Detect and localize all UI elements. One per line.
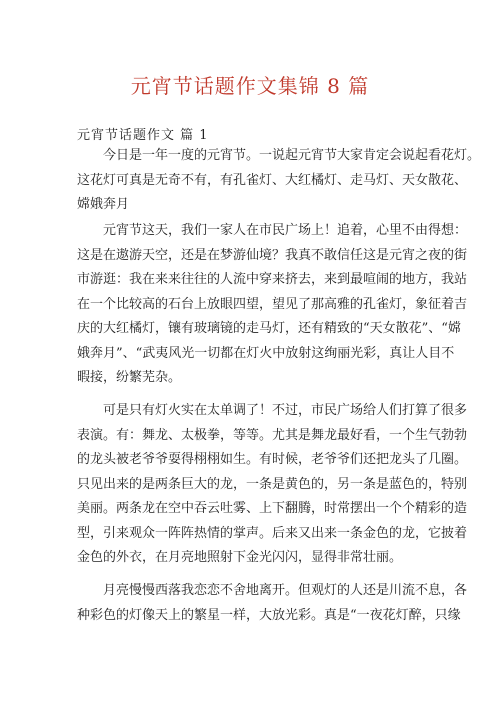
text-line: 暇接，纷繁芜杂。 bbox=[77, 370, 182, 385]
text-line: 庆的大红橘灯，镶有玻璃镜的走马灯，还有精致的“天女散花”、“嫦 bbox=[77, 321, 461, 336]
text-line: 今日是一年一度的元宵节。一说起元宵节大家肯定会说起看花灯。 bbox=[77, 148, 481, 163]
paragraph-3 bbox=[77, 399, 468, 571]
text-line: 只见出来的是两条巨大的龙，一条是黄色的，另一条是蓝色的，特别 bbox=[77, 476, 468, 492]
section-subtitle: 元宵节话题作文 篇 1 bbox=[77, 128, 209, 143]
text-line: 这是在遨游天空，还是在梦游仙境？我真不敢信任这是元宵之夜的街 bbox=[77, 247, 468, 263]
text-line: 型，引来观众一阵阵热情的掌声。后来又出来一条金色的龙，它披着 bbox=[77, 525, 468, 541]
text-line: 的龙头被老爷爷耍得栩栩如生。有时候，老爷爷们还把龙头了几圈。 bbox=[77, 452, 468, 467]
text-line: 种彩色的灯像天上的繁星一样，大放光彩。真是“一夜花灯醉，只缘 bbox=[77, 607, 461, 623]
text-line: 嫦娥奔月 bbox=[77, 197, 130, 212]
paragraph-1 bbox=[77, 144, 481, 218]
text-line: 表演。有：舞龙、太极拳，等等。尤其是舞龙最好看，一个生气勃勃 bbox=[77, 427, 468, 443]
document-title: 元宵节话题作文集锦 8 篇 bbox=[130, 74, 370, 98]
text-line: 这花灯可真是无奇不有，有孔雀灯、大红橘灯、走马灯、天女散花、 bbox=[77, 172, 468, 188]
text-line: 市游逛：我在来来往往的人流中穿来挤去，来到最喧闹的地方，我站 bbox=[77, 272, 468, 287]
paragraph-4 bbox=[77, 579, 468, 628]
paragraph-2 bbox=[77, 219, 468, 391]
text-line: 在一个比较高的石台上放眼四望，望见了那高雅的孔雀灯，象征着吉 bbox=[77, 296, 468, 312]
text-line: 金色的外衣，在月亮地照射下金光闪闪，显得非常壮丽。 bbox=[77, 550, 403, 565]
text-line: 元宵节这天，我们一家人在市民广场上！追着，心里不由得想： bbox=[77, 223, 468, 238]
text-line: 月亮慢慢西落我恋恋不舍地离开。但观灯的人还是川流不息，各 bbox=[77, 583, 468, 598]
text-line: 可是只有灯火实在太单调了！不过，市民广场给人们打算了很多 bbox=[77, 403, 468, 418]
text-line: 美丽。两条龙在空中吞云吐雾、上下翻腾，时常摆出一个个精彩的造 bbox=[77, 501, 468, 516]
text-line: 娥奔月”、“武夷风光一切都在灯火中放射这绚丽光彩，真让人目不 bbox=[77, 345, 455, 361]
